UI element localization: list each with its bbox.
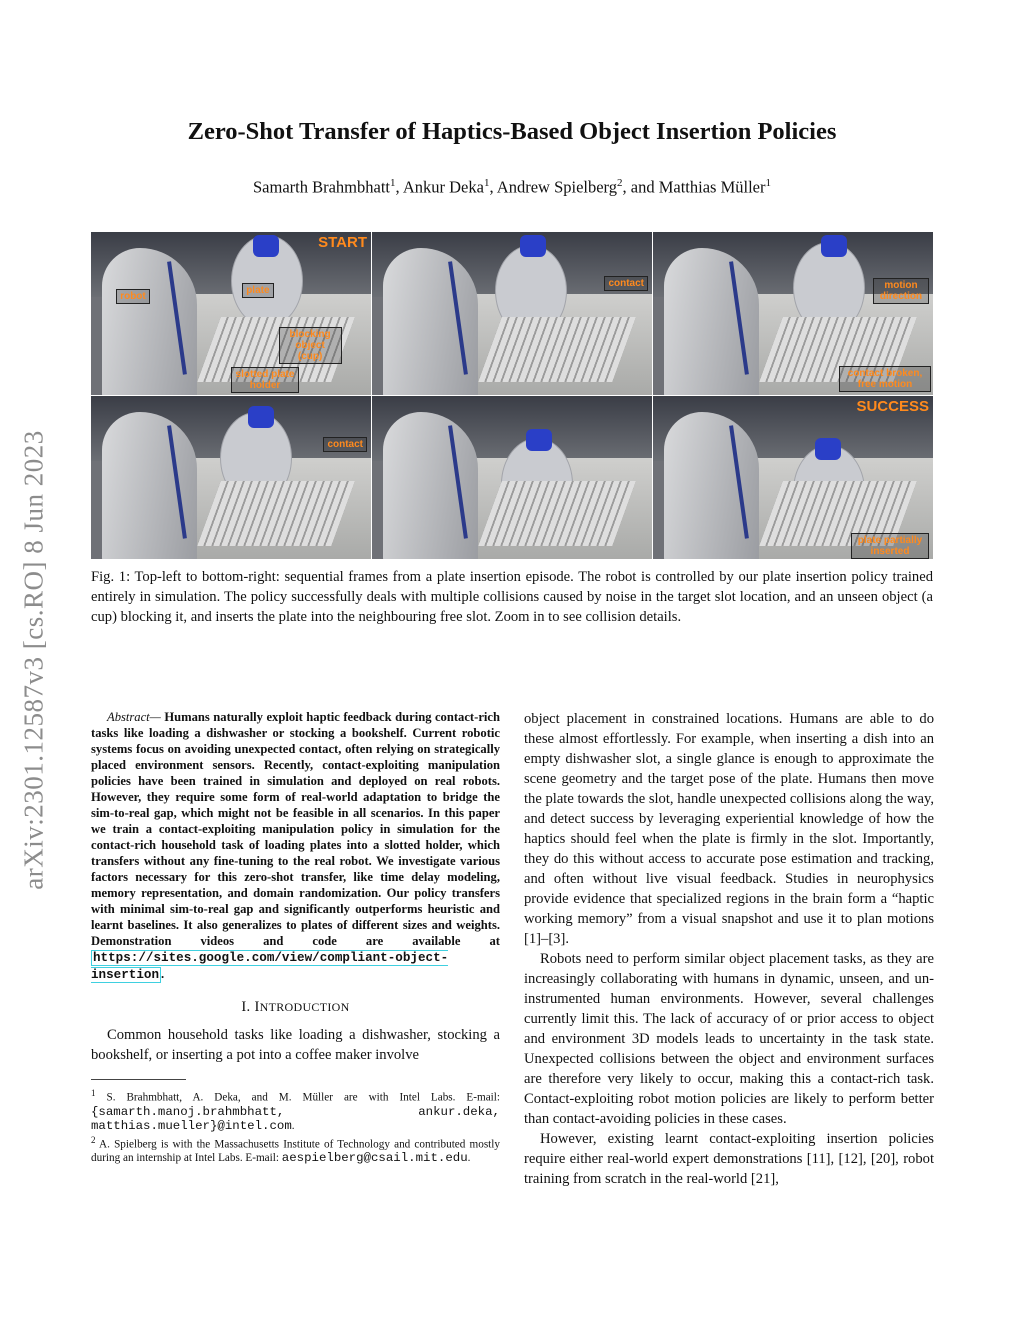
intro-paragraph-1: Common household tasks like loading a dishwasher, stocking a bookshelf, or inserting a pot into a coffee maker involve <box>91 1027 500 1063</box>
footnote-1-text: S. Brahmbhatt, A. Deka, and M. Müller are with Intel Labs. E-mail: <box>95 1091 500 1104</box>
author-1-affil: 1 <box>390 177 396 189</box>
start-label: START <box>318 234 367 251</box>
author-4: , and Matthias Müller <box>622 177 766 197</box>
abstract-lead: Abstract— <box>107 710 161 724</box>
holder-label: slotted plate holder <box>231 367 299 393</box>
blocking-object-label: blocking object (cup) <box>279 327 342 364</box>
footnote-rule <box>91 1079 186 1080</box>
section-number: I. <box>241 999 255 1015</box>
footnote-1-end: . <box>291 1119 295 1132</box>
success-label: SUCCESS <box>856 398 929 415</box>
right-column <box>524 709 934 1189</box>
abstract <box>91 709 500 983</box>
arxiv-identifier <box>14 360 54 960</box>
author-1: Samarth Brahmbhatt <box>252 177 390 197</box>
right-paragraph-2: Robots need to perform similar object placement tasks, as they are increasingly collaborating with humans in dynamic, unseen, and un-instrumented human environments. However, several challenges currently limit this. The lack of accuracy of or prior access to object and environment 3D models leads to uncertainty in the task state. Unexpected collisions between the object and environment surfaces are therefore very likely to occur, making this a contact-rich task. Contact-exploiting robot motion policies are likely to perform better than contact-avoiding policies in these cases. <box>524 951 934 1127</box>
footnote-1-emails: {samarth.manoj.brahmbhatt, ankur.deka, matthias.mueller}@intel.com <box>91 1104 500 1133</box>
abstract-end: . <box>161 967 165 981</box>
abstract-text: Humans naturally exploit haptic feedback during contact-rich tasks like loading a dishwasher or stocking a bookshelf. Current robotic systems focus on avoiding unexpected contact, often relying on strategically placed environment sensors. Recently, contact-exploiting manipulation policies have been trained in simulation and deployed on real robots. However, they require some form of real-world adaptation to bridge the sim-to-real gap, which might not be feasible in all scenarios. In this paper we train a contact-exploiting manipulation policy in simulation for the contact-rich household task of loading plates into a slotted holder, which transfers without any fine-tuning to the real robot. We investigate various factors necessary for this zero-shot transfer, like time delay modeling, memory representation, and domain randomization. Our policy transfers with minimal sim-to-real gap and significantly outperforms heuristic and learnt baselines. It also generalizes to plates of different sizes and weights. Demonstration videos and code are available at <box>91 710 500 948</box>
frame-6 <box>653 396 933 559</box>
section-title-rest: NTRODUCTION <box>259 1000 350 1014</box>
contact-broken-label: contact broken, free motion <box>839 366 931 392</box>
paper-title: Zero-Shot Transfer of Haptics-Based Object Insertion Policies <box>187 118 837 145</box>
section-heading-introduction <box>91 997 500 1017</box>
frame-4 <box>91 396 371 559</box>
author-3-affil: 2 <box>617 177 623 189</box>
footnote-2-mark: 2 <box>91 1134 96 1145</box>
footnote-2 <box>91 1133 500 1166</box>
footnote-2-text: A. Spielberg is with the Massachusetts Institute of Technology and contributed mostly during an internship at Intel Labs. E-mail: <box>91 1138 500 1165</box>
plate-label: plate <box>242 283 273 298</box>
footnote-1-mark: 1 <box>91 1088 96 1098</box>
project-link[interactable]: https://sites.google.com/view/compliant-object-insertion <box>91 951 449 982</box>
footnote-2-end: . <box>467 1152 471 1165</box>
author-2-affil: 1 <box>483 177 490 189</box>
right-paragraph-1: object placement in constrained locations. Humans are able to do these almost effortlessly. For example, when inserting a dish into an empty dishwasher slot, a single glance is enough to approximate the scene geometry and the target pose of the plate. Humans then move the plate towards the slot, handle unexpected collisions along the way, and detect success by leveraging experiential knowledge of how the haptics should feel when the plate is firmly in the slot. Importantly, they do this without access to accurate pose estimation and tracking, and often without live visual feedback. Studies in neurophysics provide evidence that specialized regions in the brain form a “haptic working memory” from a visual snapshot and use it to plan motions [1]–[3]. <box>524 711 934 947</box>
contact-label: contact <box>604 276 648 291</box>
contact-label-2: contact <box>323 437 367 452</box>
author-list <box>0 177 1024 198</box>
author-4-affil: 1 <box>765 177 771 189</box>
author-3: , Andrew Spielberg <box>489 177 618 197</box>
robot-label: robot <box>116 289 150 304</box>
arxiv-identifier-text: arXiv:2301.12587v3 [cs.RO] 8 Jun 2023 <box>18 430 49 890</box>
frame-3 <box>653 232 933 395</box>
frame-5 <box>372 396 652 559</box>
frame-1 <box>91 232 371 395</box>
figure-1-photo-grid <box>91 232 933 559</box>
figure-caption: Fig. 1: Top-left to bottom-right: sequential frames from a plate insertion episode. The robot is controlled by our plate insertion policy trained entirely in simulation. The policy successfully deals with multiple collisions caused by noise in the target slot location, and an unseen object (a cup) blocking it, and inserts the plate into the neighbouring free slot. Zoom in to see collision details. <box>91 569 933 625</box>
footnote-1 <box>91 1086 500 1133</box>
partial-insert-label: plate partially inserted <box>851 533 929 559</box>
left-column <box>91 709 500 1165</box>
footnotes <box>91 1086 500 1165</box>
motion-direction-label: motion direction <box>873 278 929 304</box>
section-title-initial: I <box>254 999 260 1015</box>
right-paragraph-3: However, existing learnt contact-exploiting insertion policies require either real-world expert demonstrations [11], [12], [20], robot training from scratch in the real-world [21], <box>524 1131 934 1187</box>
author-2: , Ankur Deka <box>395 177 484 197</box>
footnote-2-email: aespielberg@csail.mit.edu <box>281 1151 468 1166</box>
frame-2 <box>372 232 652 395</box>
